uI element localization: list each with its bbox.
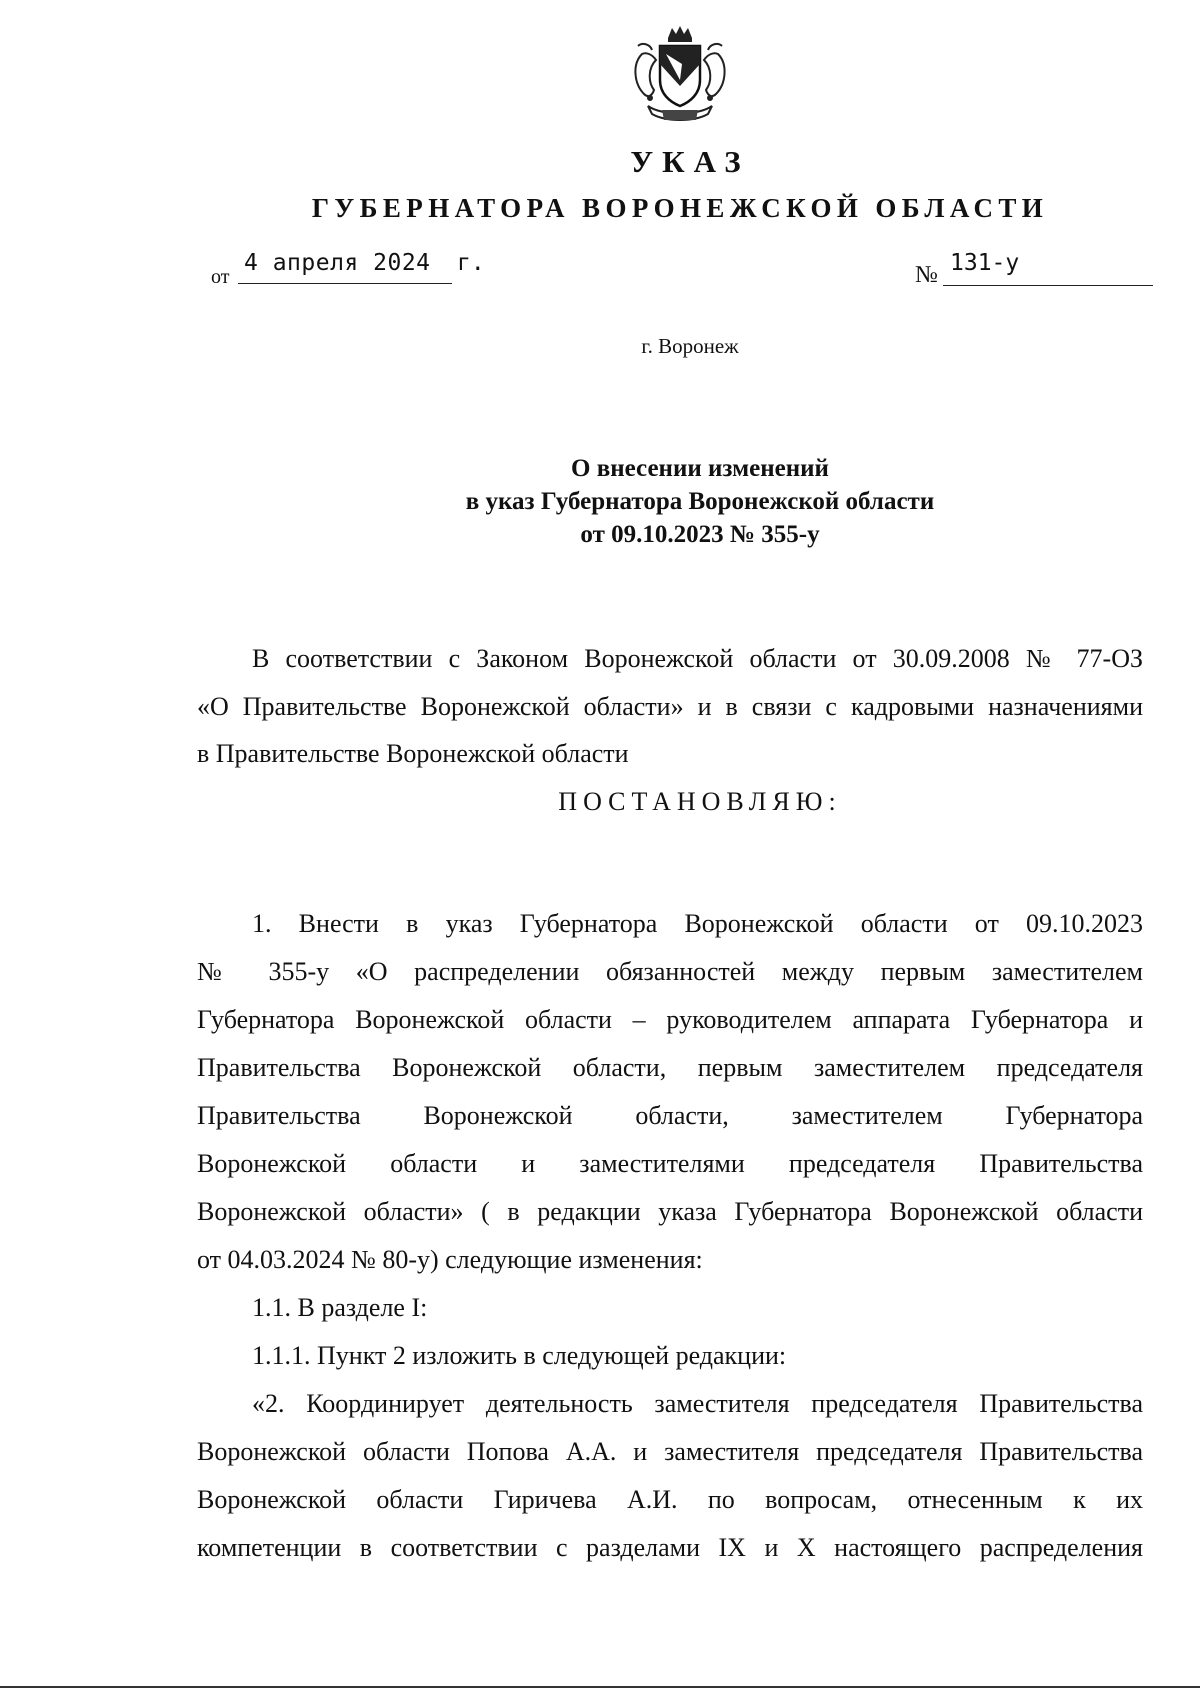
decree-word: ПОСТАНОВЛЯЮ: — [558, 787, 842, 816]
quote-line: Воронежской области Гиричева А.И. по вопросам, отнесенным к их — [197, 1485, 1143, 1514]
date-prefix: от — [211, 266, 230, 288]
clause-line: Губернатора Воронежской области – руководителем аппарата Губернатора и — [197, 1005, 1143, 1034]
quote-line: «2. Координирует деятельность заместителя председателя Правительства — [252, 1389, 1143, 1418]
page-bottom-rule — [0, 1686, 1200, 1688]
clause-line: Воронежской области и заместителями председателя Правительства — [197, 1149, 1143, 1178]
subject-line: О внесении изменений — [571, 455, 829, 482]
quote-line: Воронежской области Попова А.А. и заместителя председателя Правительства — [197, 1437, 1143, 1466]
clause-line: № 355-у «О распределении обязанностей между первым заместителем — [197, 957, 1143, 986]
clause-line: Правительства Воронежской области, заместителем Губернатора — [197, 1101, 1143, 1130]
coat-of-arms-icon — [622, 24, 738, 128]
document-subject — [380, 452, 1020, 551]
subclause-1-1-1: 1.1.1. Пункт 2 изложить в следующей редакции: — [252, 1341, 787, 1370]
date-underline — [238, 283, 452, 284]
clause-line: Правительства Воронежской области, первым заместителем председателя — [197, 1053, 1143, 1082]
subject-line: от 09.10.2023 № 355-у — [580, 521, 820, 548]
document-number: 131-у — [950, 250, 1020, 276]
number-underline — [943, 285, 1153, 286]
subclause-1-1: 1.1. В разделе I: — [252, 1293, 428, 1322]
date-suffix: г. — [457, 250, 485, 276]
clause-line: Воронежской области» ( в редакции указа Губернатора Воронежской области — [197, 1197, 1143, 1226]
subject-line: в указ Губернатора Воронежской области — [465, 488, 935, 515]
issuer-title: ГУБЕРНАТОРА ВОРОНЕЖСКОЙ ОБЛАСТИ — [311, 193, 1049, 223]
preamble-line: «О Правительстве Воронежской области» и в связи с кадровыми назначениями — [197, 692, 1143, 721]
clause-line: 1. Внести в указ Губернатора Воронежской области от 09.10.2023 — [252, 909, 1143, 938]
preamble-line: В соответствии с Законом Воронежской области от 30.09.2008 № 77-ОЗ — [252, 644, 1143, 673]
preamble-line: в Правительстве Воронежской области — [197, 739, 629, 768]
clause-line: от 04.03.2024 № 80-у) следующие изменения: — [197, 1245, 703, 1274]
date-number-row — [0, 250, 1200, 290]
city-label: г. Воронеж — [641, 334, 739, 358]
quote-line: компетенции в соответствии с разделами IX и X настоящего распределения — [197, 1533, 1143, 1562]
document-type-title: УКАЗ — [630, 144, 750, 179]
number-sign: № — [915, 262, 938, 288]
document-date: 4 апреля 2024 — [244, 250, 431, 276]
